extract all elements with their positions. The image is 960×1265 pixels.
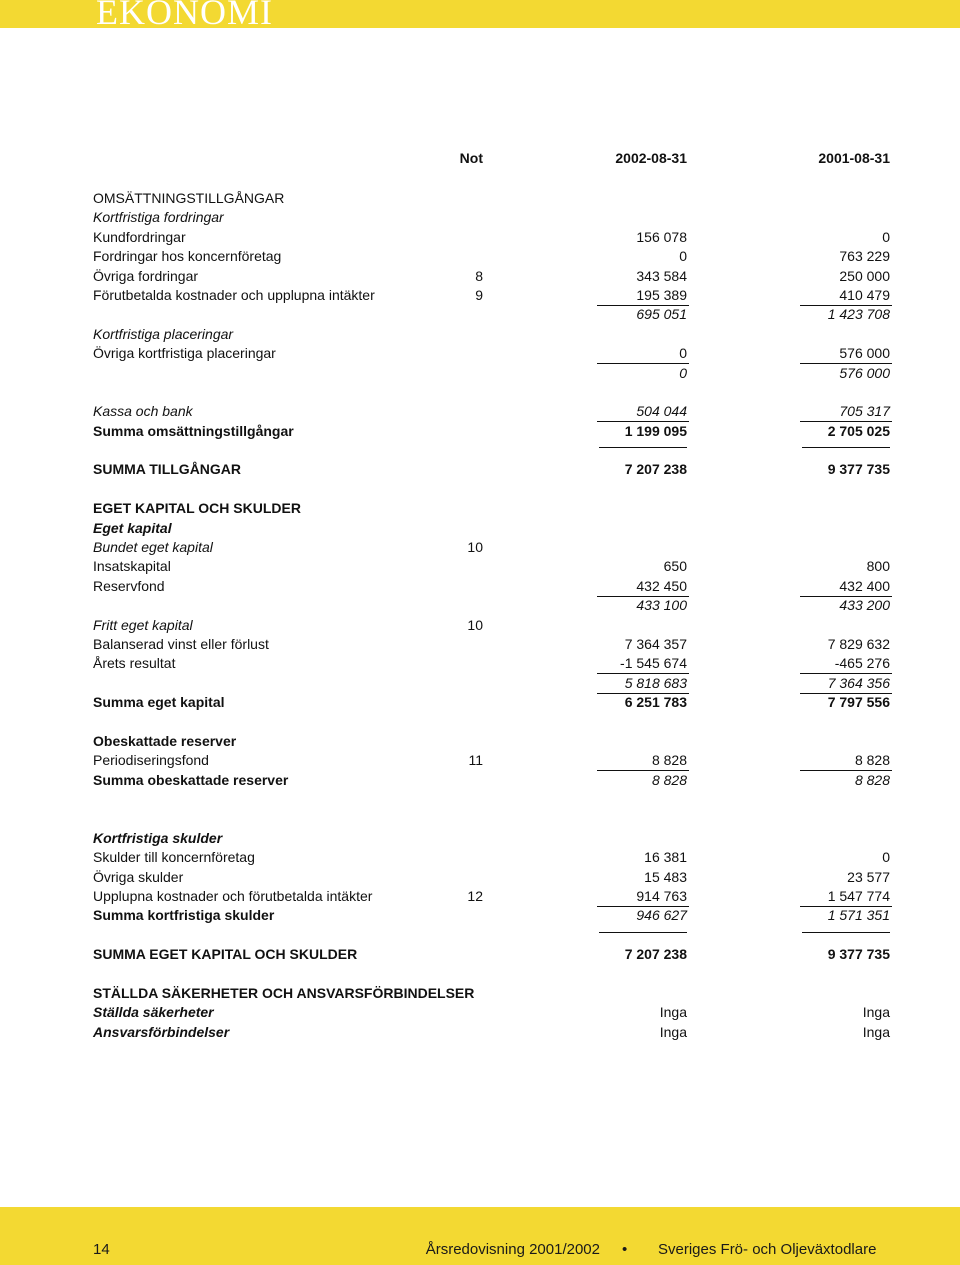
row-note: 9 <box>475 286 483 303</box>
table-row <box>0 286 960 305</box>
table-row <box>0 305 960 324</box>
table-row <box>0 577 960 596</box>
table-row <box>0 616 960 635</box>
row-value-2001: Inga <box>862 1023 890 1040</box>
total-rule <box>0 441 960 460</box>
row-label: Ställda säkerheter <box>93 1004 214 1021</box>
table-row <box>0 945 960 964</box>
table-row <box>0 596 960 615</box>
row-label: Periodiseringsfond <box>93 752 209 769</box>
row-value-2001: 433 200 <box>839 597 890 614</box>
row-value-2001: 576 000 <box>839 345 890 362</box>
row-value-2001: 1 547 774 <box>827 888 890 905</box>
row-value-2001: 8 828 <box>854 752 890 769</box>
row-label: Ansvarsförbindelser <box>93 1023 230 1040</box>
table-row <box>0 965 960 984</box>
row-note: 12 <box>467 888 483 905</box>
total-rule-2001 <box>802 932 890 933</box>
row-value-2001: -465 276 <box>834 655 890 672</box>
row-note: 10 <box>467 616 483 633</box>
table-row <box>0 344 960 363</box>
table-row <box>0 460 960 479</box>
row-value-2001: 0 <box>882 849 890 866</box>
table-row <box>0 732 960 751</box>
row-value-2002: 16 381 <box>644 849 687 866</box>
table-row <box>0 422 960 441</box>
row-label: Kassa och bank <box>93 403 193 420</box>
row-value-2001: 8 828 <box>854 771 890 788</box>
total-rule-2002 <box>599 932 687 933</box>
row-label: Summa obeskattade reserver <box>93 771 289 788</box>
row-value-2002: 195 389 <box>636 286 687 303</box>
row-label: SUMMA EGET KAPITAL OCH SKULDER <box>93 946 358 963</box>
row-value-2002: 15 483 <box>644 868 687 885</box>
row-value-2002: Inga <box>659 1023 687 1040</box>
row-label: Kortfristiga placeringar <box>93 325 234 342</box>
row-value-2001: 410 479 <box>839 286 890 303</box>
table-row <box>0 693 960 712</box>
row-value-2001: 7 364 356 <box>827 674 890 691</box>
row-label: Balanserad vinst eller förlust <box>93 635 269 652</box>
table-row <box>0 654 960 673</box>
row-value-2002: 695 051 <box>636 306 687 323</box>
table-row <box>0 635 960 654</box>
row-label: Förutbetalda kostnader och upplupna intäkter <box>93 286 375 303</box>
row-value-2002: 1 199 095 <box>624 422 687 439</box>
table-row <box>0 208 960 227</box>
row-value-2002: 650 <box>663 558 687 575</box>
table-row <box>0 848 960 867</box>
row-label: Kortfristiga fordringar <box>93 209 224 226</box>
note-column-header: Not <box>459 150 483 166</box>
row-value-2002: 156 078 <box>636 228 687 245</box>
table-row <box>0 538 960 557</box>
row-value-2001: 432 400 <box>839 577 890 594</box>
row-value-2002: 8 828 <box>651 771 687 788</box>
balance-sheet-table <box>0 189 960 1042</box>
table-row <box>0 267 960 286</box>
row-value-2001: 1 571 351 <box>827 907 890 924</box>
row-label: Övriga skulder <box>93 868 184 885</box>
table-row <box>0 771 960 790</box>
row-value-2001: 800 <box>866 558 890 575</box>
row-label: STÄLLDA SÄKERHETER OCH ANSVARSFÖRBINDELSER <box>93 985 475 1002</box>
table-row <box>0 228 960 247</box>
row-value-2002: 946 627 <box>636 907 687 924</box>
table-row <box>0 887 960 906</box>
table-row <box>0 674 960 693</box>
row-label: Fritt eget kapital <box>93 616 193 633</box>
row-value-2001: 1 423 708 <box>827 306 890 323</box>
footer-band <box>0 1207 960 1265</box>
table-row <box>0 868 960 887</box>
row-value-2002: 914 763 <box>636 888 687 905</box>
row-value-2001: 23 577 <box>847 868 890 885</box>
table-row <box>0 189 960 208</box>
table-row <box>0 499 960 518</box>
table-row <box>0 364 960 383</box>
row-value-2002: 8 828 <box>651 752 687 769</box>
row-label: Bundet eget kapital <box>93 539 213 556</box>
row-label: Skulder till koncernföretag <box>93 849 255 866</box>
row-value-2001: 576 000 <box>839 364 890 381</box>
year-2002-column-header: 2002-08-31 <box>615 150 687 166</box>
row-value-2002: 343 584 <box>636 267 687 284</box>
table-row <box>0 402 960 421</box>
row-label: Fordringar hos koncernföretag <box>93 248 282 265</box>
table-row <box>0 829 960 848</box>
row-note: 11 <box>468 752 483 769</box>
total-rule-2001 <box>802 447 890 448</box>
row-value-2001: 763 229 <box>839 248 890 265</box>
row-value-2002: 7 207 238 <box>624 946 687 963</box>
year-2001-column-header: 2001-08-31 <box>818 150 890 166</box>
table-row <box>0 1023 960 1042</box>
row-value-2001: 7 797 556 <box>827 694 890 711</box>
row-label: EGET KAPITAL OCH SKULDER <box>93 500 301 517</box>
row-value-2002: 7 364 357 <box>624 635 687 652</box>
section-title: EKONOMI <box>96 0 273 28</box>
row-label: Insatskapital <box>93 558 171 575</box>
row-value-2002: 0 <box>679 345 687 362</box>
row-value-2001: 705 317 <box>839 403 890 420</box>
row-label: Kundfordringar <box>93 228 186 245</box>
row-value-2002: 0 <box>679 248 687 265</box>
row-note: 10 <box>467 539 483 556</box>
table-row <box>0 810 960 829</box>
row-value-2001: Inga <box>862 1004 890 1021</box>
row-label: Summa eget kapital <box>93 694 225 711</box>
column-header-row <box>0 150 960 170</box>
row-value-2002: 5 818 683 <box>624 674 687 691</box>
table-row <box>0 383 960 402</box>
row-value-2001: 7 829 632 <box>827 635 890 652</box>
row-label: Summa omsättningstillgångar <box>93 422 294 439</box>
row-label: SUMMA TILLGÅNGAR <box>93 461 242 478</box>
table-row <box>0 790 960 809</box>
row-label: Obeskattade reserver <box>93 732 237 749</box>
row-value-2002: 7 207 238 <box>624 461 687 478</box>
row-value-2002: 504 044 <box>636 403 687 420</box>
row-value-2002: Inga <box>659 1004 687 1021</box>
row-value-2001: 250 000 <box>839 267 890 284</box>
row-value-2001: 2 705 025 <box>827 422 890 439</box>
total-rule-2002 <box>599 447 687 448</box>
top-banner <box>0 0 960 28</box>
table-row <box>0 557 960 576</box>
total-rule <box>0 926 960 945</box>
report-title: Årsredovisning 2001/2002 <box>425 1241 600 1258</box>
row-label: Kortfristiga skulder <box>93 829 223 846</box>
bullet-separator: • <box>622 1241 628 1258</box>
table-row <box>0 1003 960 1022</box>
organization-name: Sveriges Frö- och Oljeväxtodlare <box>658 1241 877 1258</box>
table-row <box>0 325 960 344</box>
row-label: Summa kortfristiga skulder <box>93 907 275 924</box>
row-value-2002: 6 251 783 <box>624 694 687 711</box>
row-value-2001: 9 377 735 <box>827 461 890 478</box>
table-row <box>0 480 960 499</box>
row-value-2001: 0 <box>882 228 890 245</box>
row-label: Övriga fordringar <box>93 267 199 284</box>
table-row <box>0 713 960 732</box>
row-value-2002: 432 450 <box>636 577 687 594</box>
row-label: Övriga kortfristiga placeringar <box>93 345 276 362</box>
row-value-2002: -1 545 674 <box>620 655 687 672</box>
table-row <box>0 519 960 538</box>
row-label: Årets resultat <box>93 655 176 672</box>
row-value-2002: 0 <box>679 364 687 381</box>
row-note: 8 <box>475 267 483 284</box>
row-label: Upplupna kostnader och förutbetalda intäkter <box>93 888 373 905</box>
row-label: Eget kapital <box>93 519 172 536</box>
row-label: OMSÄTTNINGSTILLGÅNGAR <box>93 190 285 206</box>
row-label: Reservfond <box>93 577 165 594</box>
page-number: 14 <box>93 1241 110 1258</box>
table-row <box>0 984 960 1003</box>
table-row <box>0 751 960 770</box>
row-value-2001: 9 377 735 <box>827 946 890 963</box>
row-value-2002: 433 100 <box>636 597 687 614</box>
table-row <box>0 906 960 925</box>
table-row <box>0 247 960 266</box>
